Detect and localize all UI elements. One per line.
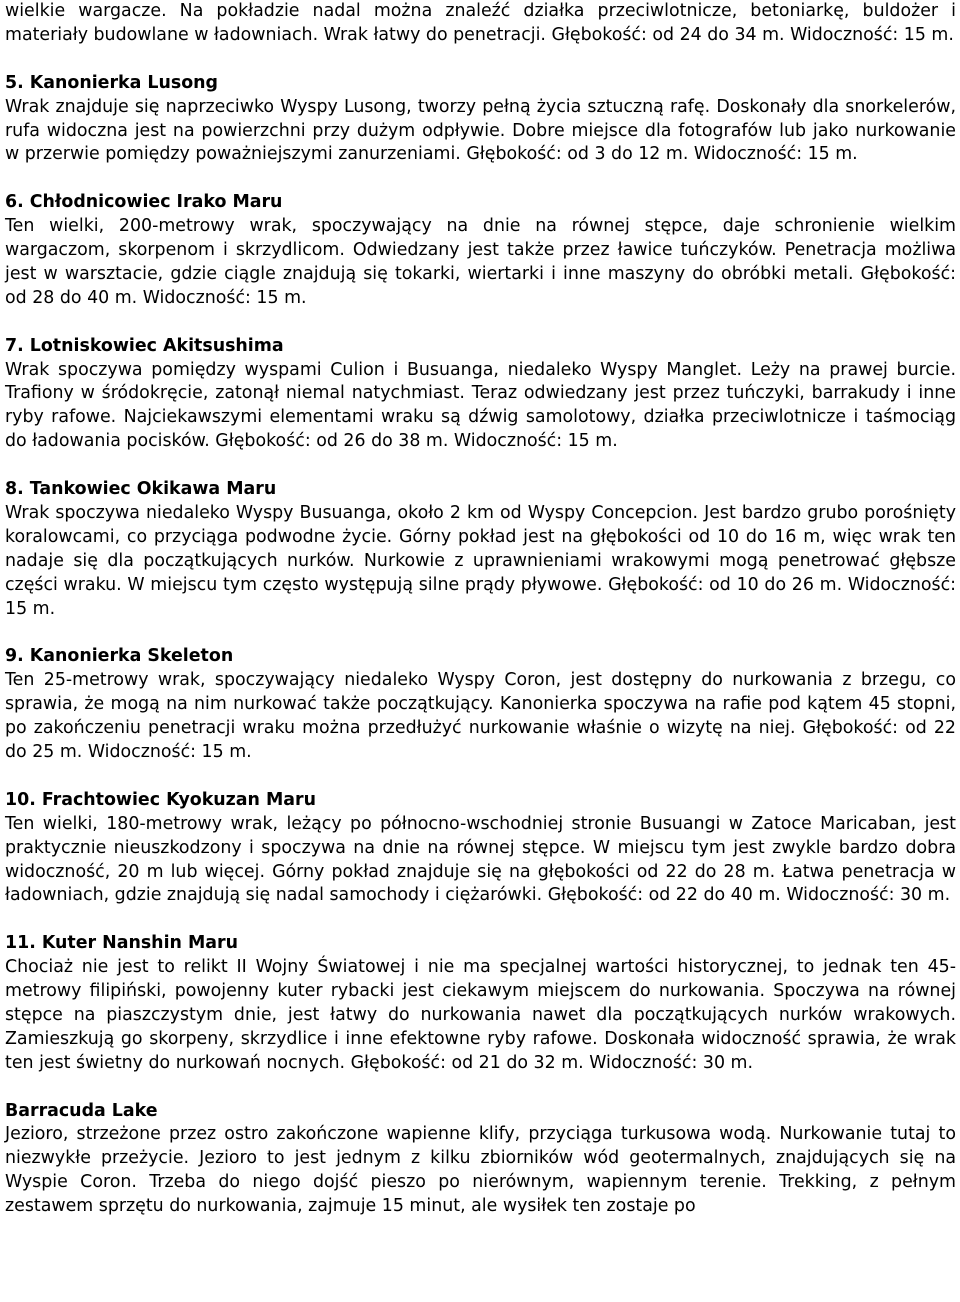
section-body: Wrak znajduje się naprzeciwko Wyspy Lusong, tworzy pełną życia sztuczną rafę. Doskonały dla snorkelerów, rufa widoczna jest na powierzchni przy dużym odpływie. Dobre miejsce dla fotografów lub jako nurkowanie w przerwie pomiędzy poważniejszymi zanurzeniami. Głębokość: od 3 do 12 m. Widoczność: 15 m.	[5, 96, 956, 165]
section-body: Ten wielki, 200-metrowy wrak, spoczywający na dnie na równej stępce, daje schronienie wielkim wargaczom, skorpenom i skrzydlicom. Odwiedzany jest także przez ławice tuńczyków. Penetracja możliwa jest w warsztacie, gdzie ciągle znajdują się tokarki, wiertarki i inne maszyny do obróbki metali. Głębokość: od 28 do 40 m. Widoczność: 15 m.	[5, 216, 956, 308]
section-title: Kanonierka Skeleton	[29, 646, 234, 667]
spacer	[5, 765, 956, 789]
section-wreck-10	[5, 789, 956, 909]
section-number: 10.	[5, 789, 36, 810]
spacer	[5, 622, 956, 646]
section-body: Chociaż nie jest to relikt II Wojny Światowej i nie ma specjalnej wartości historycznej, to jednak ten 45-metrowy filipiński, powojenny kuter rybacki jest ciekawym miejscem do nurkowania. Spoczywa na równej stępce na piaszczystym dnie, jest łatwy do nurkowania nawet dla początkujących nurków wrakowych. Zamieszkują go skorpeny, skrzydlice i inne efektowne ryby rafowe. Doskonała widoczność sprawia, że wrak ten jest świetny do nurkowań nocnych. Głębokość: od 21 do 32 m. Widoczność: 30 m.	[5, 957, 956, 1073]
section-wreck-11	[5, 932, 956, 1075]
section-number: 7.	[5, 335, 24, 356]
section-title: Kanonierka Lusong	[29, 72, 218, 93]
section-wreck-7	[5, 335, 956, 455]
section-heading	[5, 191, 956, 215]
section-heading	[5, 645, 956, 669]
section-body: Ten wielki, 180-metrowy wrak, leżący po północno-wschodniej stronie Busuangi w Zatoce Maricaban, jest praktycznie nieuszkodzony i spoczywa na dnie na równej stępce. W miejscu tym jest zwykle bardzo dobra widoczność, 20 m lub więcej. Górny pokład znajduje się na głębokości od 22 do 28 m. Łatwa penetracja w ładowniach, gdzie znajdują się nadal samochody i ciężarówki. Głębokość: od 22 do 40 m. Widoczność: 30 m.	[5, 813, 956, 906]
spacer	[5, 1076, 956, 1100]
section-number: 5.	[5, 72, 24, 93]
section-body: Jezioro, strzeżone przez ostro zakończone wapienne klify, przyciąga turkusowa wodą. Nurkowanie tutaj to niezwykłe przeżycie. Jezioro to jest jednym z kilku zbiorników wód geotermalnych, znajdujących się na Wyspie Coron. Trzeba do niego dojść pieszo po nierównym, wapiennym terenie. Trekking, z pełnym zestawem sprzętu do nurkowania, zajmuje 15 minut, ale wysiłek ten zostaje po	[5, 1124, 956, 1217]
section-heading	[5, 478, 956, 502]
section-heading	[5, 335, 956, 359]
section-barracuda-lake	[5, 1100, 956, 1220]
spacer	[5, 908, 956, 932]
spacer	[5, 48, 956, 72]
section-body: Wrak spoczywa niedaleko Wyspy Busuanga, około 2 km od Wyspy Concepcion. Jest bardzo grubo porośnięty koralowcami, co przyciąga podwodne życie. Górny pokład jest na głębokości od 10 do 16 m, więc wrak ten nadaje się dla początkujących nurków. Nurkowie z uprawnieniami wrakowymi mogą penetrować głębsze części wraku. W miejscu tym często występują silne prądy pływowe. Głębokość: od 10 do 26 m. Widoczność: 15 m.	[5, 502, 956, 619]
section-title: Lotniskowiec Akitsushima	[29, 335, 284, 356]
section-number: 9.	[5, 646, 24, 667]
spacer	[5, 454, 956, 478]
section-heading	[5, 1100, 956, 1124]
section-title: Tankowiec Okikawa Maru	[29, 479, 277, 500]
section-title: Chłodnicowiec Irako Maru	[29, 192, 283, 213]
spacer	[5, 167, 956, 191]
section-heading	[5, 932, 956, 956]
intro-paragraph: wielkie wargacze. Na pokładzie nadal można znaleźć działka przeciwlotnicze, betoniarkę, buldożer i materiały budowlane w ładowniach. Wrak łatwy do penetracji. Głębokość: od 24 do 34 m. Widoczność: 15 m.	[5, 1, 956, 45]
section-wreck-5	[5, 72, 956, 168]
section-title: Frachtowiec Kyokuzan Maru	[41, 789, 316, 810]
section-heading	[5, 72, 956, 96]
section-number: 8.	[5, 479, 24, 500]
section-wreck-8	[5, 478, 956, 621]
section-wreck-6	[5, 191, 956, 311]
section-title: Barracuda Lake	[5, 1100, 158, 1121]
section-body: Ten 25-metrowy wrak, spoczywający niedaleko Wyspy Coron, jest dostępny do nurkowania z brzegu, co sprawia, że mogą na nim nurkować także początkujący. Kanonierka spoczywa na rafie pod kątem 45 stopni, po zakończeniu penetracji wraku można przedłużyć nurkowanie właśnie o wizytę na niej. Głębokość: od 22 do 25 m. Widoczność: 15 m.	[5, 670, 956, 763]
section-wreck-9	[5, 645, 956, 765]
section-number: 11.	[5, 933, 36, 954]
spacer	[5, 311, 956, 335]
section-heading	[5, 789, 956, 813]
section-title: Kuter Nanshin Maru	[41, 933, 238, 954]
section-body: Wrak spoczywa pomiędzy wyspami Culion i Busuanga, niedaleko Wyspy Manglet. Leży na prawej burcie. Trafiony w śródokręcie, zatonął niemal natychmiast. Teraz odwiedzany jest przez tuńczyki, barrakudy i inne ryby rafowe. Najciekawszymi elementami wraku są dźwig samolotowy, działka przeciwlotnicze i taśmociąg do ładowania pocisków. Głębokość: od 26 do 38 m. Widoczność: 15 m.	[5, 359, 956, 452]
section-number: 6.	[5, 192, 24, 213]
